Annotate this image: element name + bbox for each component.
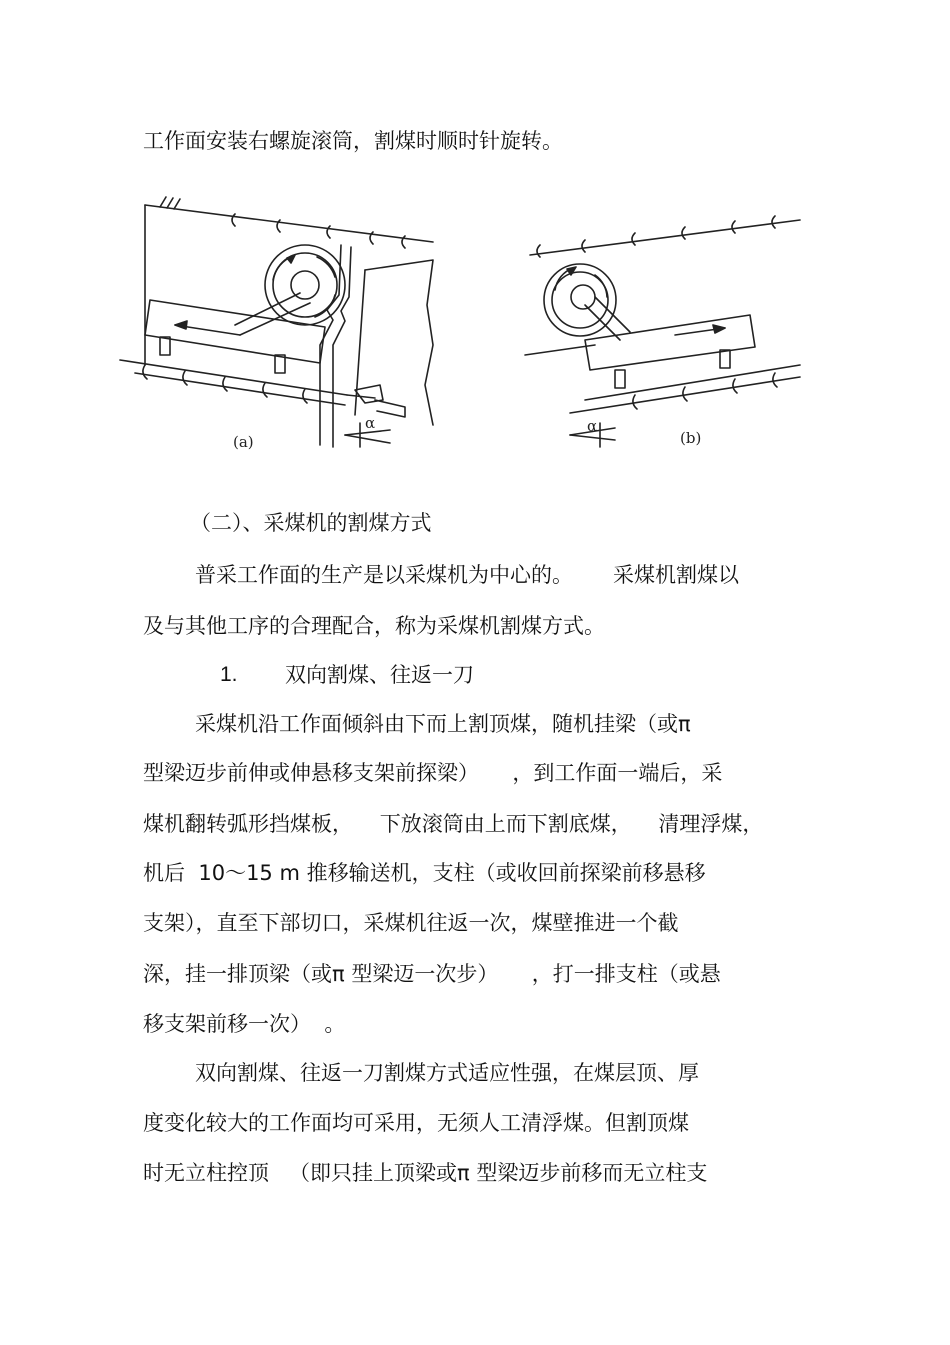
paragraph-2-line-7: 移支架前移一次） 。	[143, 1012, 346, 1036]
diagram-b	[525, 216, 800, 447]
paragraph-1-line-2: 及与其他工序的合理配合，称为采煤机割煤方式。	[143, 614, 605, 638]
figure-label-a: (a)	[233, 433, 254, 451]
paragraph-2-line-3: 煤机翻转弧形挡煤板， 下放滚筒由上而下割底煤， 清理浮煤，	[143, 812, 764, 836]
paragraph-2-line-4: 机后 10～15 m 推移输送机，支柱（或收回前探梁前移悬移	[143, 861, 706, 885]
angle-symbol-b: α	[587, 417, 598, 435]
list-item-title: 双向割煤、往返一刀	[285, 663, 474, 687]
paragraph-1-line-1: 普采工作面的生产是以采煤机为中心的。 采煤机割煤以	[195, 563, 740, 587]
intro-line: 工作面安装右螺旋滚筒，割煤时顺时针旋转。	[143, 129, 563, 153]
paragraph-2-line-5: 支架），直至下部切口，采煤机往返一次，煤壁推进一个截	[143, 911, 679, 935]
shearer-diagram	[115, 185, 815, 460]
figure-label-b: (b)	[680, 429, 702, 447]
paragraph-3-line-2: 度变化较大的工作面均可采用，无须人工清浮煤。但割顶煤	[143, 1111, 689, 1135]
shearer-diagram-figure	[115, 185, 815, 460]
paragraph-2-line-1: 采煤机沿工作面倾斜由下而上割顶煤，随机挂梁（或π	[195, 712, 691, 736]
paragraph-3-line-3: 时无立柱控顶 （即只挂上顶梁或π 型梁迈步前移而无立柱支	[143, 1161, 708, 1185]
paragraph-2-line-2: 型梁迈步前伸或伸悬移支架前探梁） ，到工作面一端后，采	[143, 761, 723, 785]
diagram-a	[120, 197, 433, 447]
paragraph-2-line-6: 深，挂一排顶梁（或π 型梁迈一次步） ，打一排支柱（或悬	[143, 962, 721, 986]
section-heading: （二）、采煤机的割煤方式	[190, 511, 432, 535]
angle-symbol-a: α	[365, 414, 376, 432]
list-item-number: 1.	[220, 663, 238, 686]
paragraph-3-line-1: 双向割煤、往返一刀割煤方式适应性强，在煤层顶、厚	[195, 1061, 699, 1085]
